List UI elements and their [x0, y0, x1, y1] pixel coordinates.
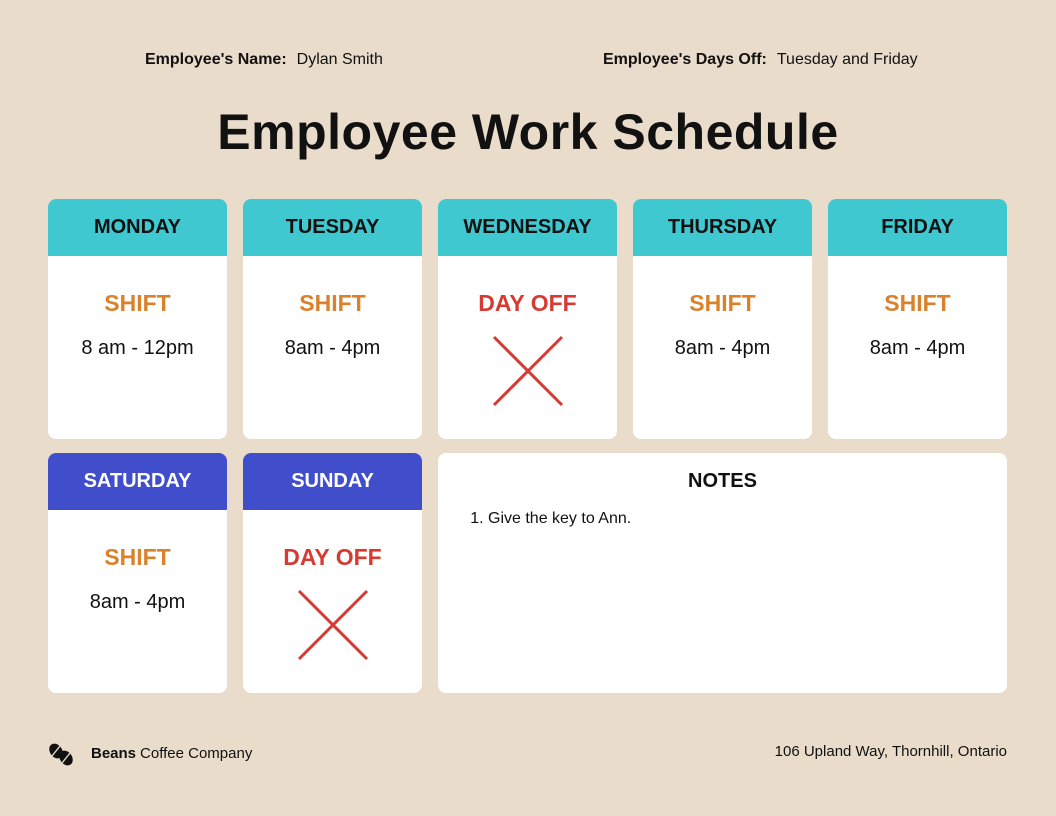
employee-name [145, 51, 383, 69]
company-brand [47, 739, 252, 767]
days-off-value: Tuesday and Friday [776, 51, 918, 68]
day-header: MONDAY [48, 199, 227, 256]
shift-hours: 8am - 4pm [284, 337, 381, 359]
coffee-bean-icon [47, 739, 75, 767]
shift-hours: 8 am - 12pm [81, 337, 194, 359]
day-header: SUNDAY [243, 453, 422, 510]
day-card-wednesday [438, 199, 617, 439]
cross-icon [492, 335, 564, 407]
day-header: THURSDAY [633, 199, 812, 256]
cross-icon [297, 589, 369, 661]
day-card-thursday [633, 199, 812, 439]
brand-name-bold: Beans [91, 744, 137, 762]
page-title: Employee Work Schedule [217, 104, 839, 160]
shift-hours: 8am - 4pm [869, 337, 966, 359]
shift-label: SHIFT [104, 290, 171, 316]
employee-name-value: Dylan Smith [296, 51, 383, 68]
days-off-label: Employee's Days Off: [603, 51, 767, 68]
day-card-sunday [243, 453, 422, 693]
shift-label: SHIFT [104, 544, 171, 570]
day-header: WEDNESDAY [438, 199, 617, 256]
employee-days-off [603, 51, 918, 69]
day-card-friday [828, 199, 1007, 439]
notes-list [438, 510, 1007, 528]
note-item: 1. Give the key to Ann. [488, 510, 1007, 528]
shift-label: SHIFT [884, 290, 951, 316]
day-header: FRIDAY [828, 199, 1007, 256]
notes-title: NOTES [688, 470, 757, 492]
shift-hours: 8am - 4pm [674, 337, 771, 359]
day-card-tuesday [243, 199, 422, 439]
day-card-saturday [48, 453, 227, 693]
day-card-monday [48, 199, 227, 439]
notes-panel [438, 453, 1007, 693]
brand-name-rest: Coffee Company [140, 744, 253, 762]
day-header: SATURDAY [48, 453, 227, 510]
day-header: TUESDAY [243, 199, 422, 256]
employee-name-label: Employee's Name: [145, 51, 287, 68]
shift-label: SHIFT [689, 290, 756, 316]
company-address: 106 Upland Way, Thornhill, Ontario [774, 743, 1007, 760]
day-off-label: DAY OFF [283, 544, 382, 570]
shift-label: SHIFT [299, 290, 366, 316]
shift-hours: 8am - 4pm [89, 591, 186, 613]
day-off-label: DAY OFF [478, 290, 577, 316]
